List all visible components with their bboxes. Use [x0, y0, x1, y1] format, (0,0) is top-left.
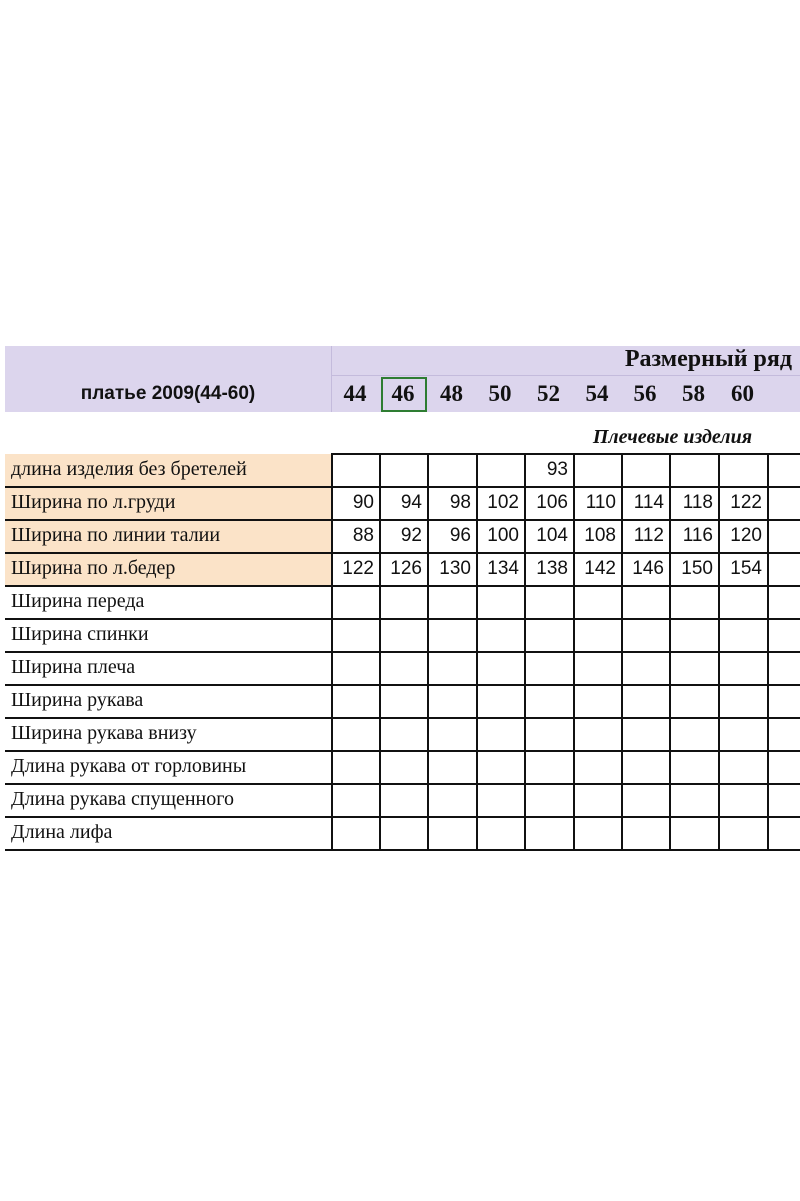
size-header-44[interactable]: 44: [343, 381, 367, 406]
grid-line-v: [621, 453, 623, 851]
table-cell[interactable]: [331, 751, 374, 783]
grid-line-v: [524, 453, 526, 851]
grid-line-h: [5, 519, 800, 521]
table-cell[interactable]: [573, 685, 616, 717]
table-cell[interactable]: 92: [400, 525, 422, 546]
table-cell[interactable]: [524, 619, 568, 651]
table-cell[interactable]: [718, 586, 762, 618]
grid-line-v: [476, 453, 478, 851]
size-header-48[interactable]: 48: [440, 381, 463, 406]
table-cell[interactable]: 93: [546, 459, 568, 480]
row-label: Ширина переда: [11, 590, 145, 612]
table-cell[interactable]: [669, 817, 713, 849]
grid-line-h: [5, 486, 800, 488]
table-cell[interactable]: [718, 817, 762, 849]
table-cell[interactable]: 120: [730, 525, 762, 546]
row-label: Длина лифа: [11, 821, 113, 843]
table-cell[interactable]: [427, 784, 471, 816]
size-header-60[interactable]: 60: [731, 381, 754, 406]
row-label: Ширина по л.груди: [11, 491, 176, 513]
table-cell[interactable]: [573, 619, 616, 651]
table-cell[interactable]: 100: [487, 525, 519, 546]
table-cell[interactable]: [524, 718, 568, 750]
grid-line-h: [5, 783, 800, 785]
table-cell[interactable]: 116: [682, 525, 713, 546]
table-cell[interactable]: 134: [487, 558, 519, 579]
table-cell[interactable]: 104: [536, 525, 568, 546]
table-cell[interactable]: [379, 685, 422, 717]
table-cell[interactable]: [621, 586, 664, 618]
table-cell[interactable]: 88: [352, 525, 374, 546]
row-label: Длина рукава от горловины: [11, 755, 247, 777]
table-cell[interactable]: [331, 817, 374, 849]
grid-line-v: [427, 453, 429, 851]
table-cell[interactable]: [718, 685, 762, 717]
product-label: платье 2009(44-60): [80, 383, 256, 404]
table-cell[interactable]: [379, 784, 422, 816]
table-cell[interactable]: [379, 619, 422, 651]
table-cell[interactable]: [524, 652, 568, 684]
grid-line-h: [5, 684, 800, 686]
table-cell[interactable]: 96: [449, 525, 471, 546]
table-cell[interactable]: [573, 817, 616, 849]
size-header-54[interactable]: 54: [585, 381, 609, 406]
size-header-50[interactable]: 50: [488, 381, 512, 406]
table-cell[interactable]: [331, 619, 374, 651]
table-cell[interactable]: [621, 685, 664, 717]
table-cell[interactable]: 94: [400, 492, 422, 513]
table-cell[interactable]: 122: [730, 492, 762, 513]
grid-line-h: [331, 453, 800, 455]
table-cell[interactable]: [573, 652, 616, 684]
table-cell[interactable]: [524, 817, 568, 849]
grid-line-v: [767, 453, 769, 851]
section-title: Плечевые изделия: [592, 426, 752, 448]
table-cell[interactable]: 102: [487, 492, 519, 513]
table-cell[interactable]: 106: [536, 492, 568, 513]
table-cell[interactable]: [331, 652, 374, 684]
table-cell[interactable]: [476, 619, 519, 651]
table-cell[interactable]: [669, 454, 713, 486]
table-cell[interactable]: [573, 751, 616, 783]
table-cell[interactable]: [331, 718, 374, 750]
table-cell[interactable]: 126: [390, 558, 422, 579]
grid-line-v: [669, 453, 671, 851]
table-cell[interactable]: [379, 751, 422, 783]
row-label: Ширина плеча: [11, 656, 136, 678]
table-cell[interactable]: [379, 652, 422, 684]
table-cell[interactable]: [427, 817, 471, 849]
table-cell[interactable]: [379, 718, 422, 750]
table-cell[interactable]: 122: [342, 558, 374, 579]
size-header-46[interactable]: 46: [391, 381, 415, 406]
grid-line-h: [5, 585, 800, 587]
table-cell[interactable]: [573, 784, 616, 816]
table-cell[interactable]: 142: [584, 558, 616, 579]
row-label: Ширина по линии талии: [11, 524, 221, 546]
table-cell[interactable]: [669, 751, 713, 783]
row-label: Ширина рукава внизу: [11, 722, 197, 744]
table-cell[interactable]: [718, 652, 762, 684]
table-cell[interactable]: 130: [439, 558, 471, 579]
table-cell[interactable]: [476, 685, 519, 717]
table-cell[interactable]: [476, 652, 519, 684]
table-cell[interactable]: [331, 784, 374, 816]
table-cell[interactable]: [427, 718, 471, 750]
table-cell[interactable]: 114: [633, 492, 664, 513]
row-label: длина изделия без бретелей: [11, 458, 247, 480]
size-header-56[interactable]: 56: [633, 381, 657, 406]
table-cell[interactable]: [427, 685, 471, 717]
table-cell[interactable]: [669, 784, 713, 816]
table-cell[interactable]: 138: [536, 558, 568, 579]
table-cell[interactable]: [669, 652, 713, 684]
row-label: Ширина рукава: [11, 689, 144, 711]
table-cell[interactable]: [573, 586, 616, 618]
table-cell[interactable]: [718, 784, 762, 816]
table-cell[interactable]: [331, 685, 374, 717]
size-range-title: Размерный ряд: [624, 346, 792, 372]
table-cell[interactable]: [718, 619, 762, 651]
table-cell[interactable]: [379, 817, 422, 849]
size-header-52[interactable]: 52: [537, 381, 560, 406]
table-cell[interactable]: [718, 718, 762, 750]
table-cell[interactable]: 146: [632, 558, 664, 579]
table-cell[interactable]: [476, 454, 519, 486]
table-cell[interactable]: [669, 685, 713, 717]
selected-cell-outline: [381, 377, 427, 412]
table-cell[interactable]: 110: [585, 492, 616, 513]
table-cell[interactable]: [331, 454, 374, 486]
size-header-58[interactable]: 58: [682, 381, 705, 406]
header-divider-h: [331, 375, 800, 376]
grid-line-h: [5, 552, 800, 554]
table-cell[interactable]: [524, 586, 568, 618]
table-cell[interactable]: [427, 586, 471, 618]
table-cell[interactable]: 112: [633, 525, 664, 546]
table-cell[interactable]: [427, 619, 471, 651]
grid-line-v: [573, 453, 575, 851]
row-label: Ширина по л.бедер: [11, 557, 176, 579]
grid-line-v: [718, 453, 720, 851]
table-cell[interactable]: [718, 454, 762, 486]
table-cell[interactable]: 90: [352, 492, 374, 513]
table-cell[interactable]: 150: [681, 558, 713, 579]
table-cell[interactable]: [718, 751, 762, 783]
table-cell[interactable]: [379, 454, 422, 486]
table-cell[interactable]: [573, 454, 616, 486]
table-cell[interactable]: 154: [730, 558, 762, 579]
grid-line-h: [5, 750, 800, 752]
table-cell[interactable]: 98: [449, 492, 471, 513]
table-cell[interactable]: [621, 454, 664, 486]
grid-line-h: [5, 618, 800, 620]
grid-line-v: [379, 453, 381, 851]
table-cell[interactable]: [621, 751, 664, 783]
grid-line-h: [5, 816, 800, 818]
row-label: Длина рукава спущенного: [11, 788, 234, 810]
grid-line-h: [5, 651, 800, 653]
table-cell[interactable]: [427, 652, 471, 684]
table-cell[interactable]: [621, 784, 664, 816]
grid-line-h: [5, 849, 800, 851]
table-cell[interactable]: [524, 751, 568, 783]
table-cell[interactable]: [379, 586, 422, 618]
table-cell[interactable]: [524, 784, 568, 816]
table-cell[interactable]: [476, 817, 519, 849]
table-cell[interactable]: [476, 784, 519, 816]
table-cell[interactable]: [427, 454, 471, 486]
table-cell[interactable]: 118: [682, 492, 713, 513]
grid-line-v: [331, 453, 333, 851]
row-label: Ширина спинки: [11, 623, 149, 645]
table-cell[interactable]: [621, 718, 664, 750]
table-cell[interactable]: [669, 619, 713, 651]
table-cell[interactable]: [476, 718, 519, 750]
table-cell[interactable]: [669, 718, 713, 750]
table-cell[interactable]: [669, 586, 713, 618]
table-cell[interactable]: [524, 685, 568, 717]
table-cell[interactable]: 108: [584, 525, 616, 546]
table-cell[interactable]: [476, 586, 519, 618]
table-cell[interactable]: [621, 817, 664, 849]
grid-line-h: [5, 717, 800, 719]
table-cell[interactable]: [621, 619, 664, 651]
table-cell[interactable]: [331, 586, 374, 618]
table-cell[interactable]: [573, 718, 616, 750]
table-cell[interactable]: [621, 652, 664, 684]
table-cell[interactable]: [476, 751, 519, 783]
table-cell[interactable]: [427, 751, 471, 783]
